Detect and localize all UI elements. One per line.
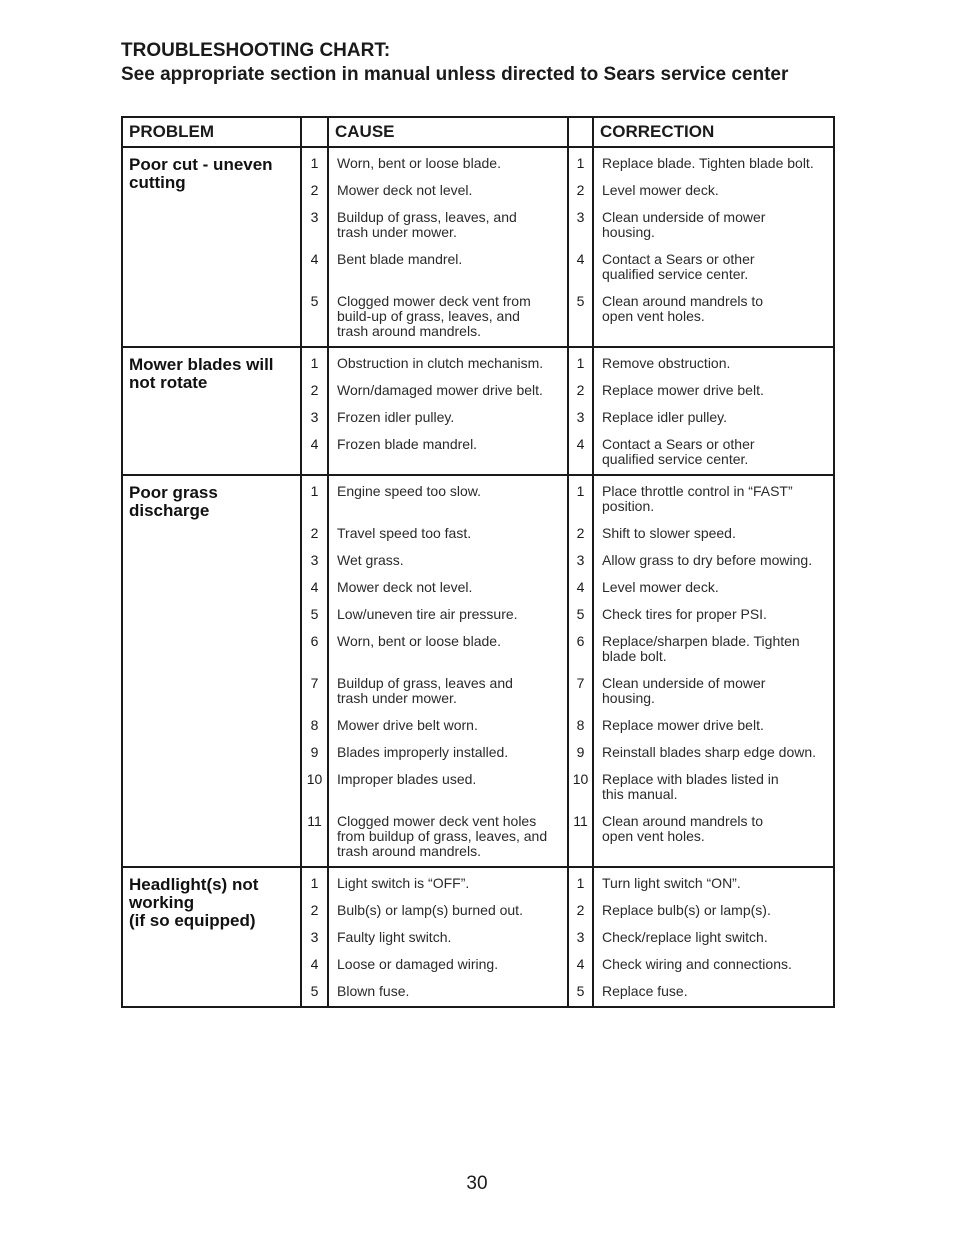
- correction-cell: [593, 897, 834, 924]
- cause-text: Improper blades used.: [337, 771, 477, 787]
- correction-cell: [593, 670, 834, 712]
- correction-number: 5: [568, 288, 593, 347]
- correction-cell: [593, 204, 834, 246]
- correction-number: 1: [568, 347, 593, 377]
- cause-number: 11: [301, 808, 328, 867]
- header-correction-number: [568, 117, 593, 147]
- correction-cell: [593, 177, 834, 204]
- correction-cell: [593, 628, 834, 670]
- cause-number: 2: [301, 897, 328, 924]
- problem-cell: Poor grass discharge: [122, 475, 301, 867]
- cause-cell: [328, 978, 568, 1007]
- correction-text: Allow grass to dry before mowing.: [602, 552, 813, 568]
- cause-text: Wet grass.: [337, 552, 404, 568]
- cause-cell: [328, 628, 568, 670]
- cause-number: 8: [301, 712, 328, 739]
- correction-text: Contact a Sears or other qualified service center.: [602, 436, 755, 467]
- correction-text: Level mower deck.: [602, 579, 719, 595]
- correction-number: 3: [568, 924, 593, 951]
- cause-number: 4: [301, 574, 328, 601]
- correction-number: 2: [568, 520, 593, 547]
- problem-cell: Headlight(s) not working (if so equipped): [122, 867, 301, 1007]
- correction-text: Replace mower drive belt.: [602, 382, 764, 398]
- cause-text: Travel speed too fast.: [337, 525, 472, 541]
- cause-number: 1: [301, 147, 328, 177]
- correction-number: 3: [568, 204, 593, 246]
- correction-text: Clean around mandrels to open vent holes.: [602, 813, 764, 844]
- correction-cell: [593, 766, 834, 808]
- cause-number: 7: [301, 670, 328, 712]
- header-cause: CAUSE: [328, 117, 568, 147]
- correction-text: Replace fuse.: [602, 983, 688, 999]
- cause-number: 2: [301, 177, 328, 204]
- header-problem: PROBLEM: [122, 117, 301, 147]
- correction-number: 11: [568, 808, 593, 867]
- correction-text: Check tires for proper PSI.: [602, 606, 767, 622]
- correction-text: Replace with blades listed in this manual.: [602, 771, 779, 802]
- cause-text: Blown fuse.: [337, 983, 410, 999]
- correction-cell: [593, 520, 834, 547]
- cause-text: Blades improperly installed.: [337, 744, 509, 760]
- cause-cell: [328, 670, 568, 712]
- cause-cell: [328, 766, 568, 808]
- correction-text: Reinstall blades sharp edge down.: [602, 744, 817, 760]
- correction-number: 6: [568, 628, 593, 670]
- correction-cell: [593, 377, 834, 404]
- cause-number: 5: [301, 601, 328, 628]
- header-correction: CORRECTION: [593, 117, 834, 147]
- cause-cell: [328, 204, 568, 246]
- cause-cell: [328, 377, 568, 404]
- correction-text: Check wiring and connections.: [602, 956, 792, 972]
- correction-cell: [593, 475, 834, 520]
- cause-text: Worn, bent or loose blade.: [337, 633, 501, 649]
- correction-number: 4: [568, 951, 593, 978]
- cause-text: Worn, bent or loose blade.: [337, 155, 501, 171]
- correction-number: 8: [568, 712, 593, 739]
- table-row: [122, 867, 834, 897]
- correction-cell: [593, 601, 834, 628]
- correction-cell: [593, 147, 834, 177]
- table-row: [122, 147, 834, 177]
- correction-number: 5: [568, 978, 593, 1007]
- cause-cell: [328, 177, 568, 204]
- correction-text: Turn light switch “ON”.: [602, 875, 741, 891]
- cause-text: Bent blade mandrel.: [337, 251, 463, 267]
- correction-text: Replace blade. Tighten blade bolt.: [602, 155, 814, 171]
- table-body: [122, 147, 834, 1007]
- correction-cell: [593, 574, 834, 601]
- correction-number: 7: [568, 670, 593, 712]
- cause-cell: [328, 288, 568, 347]
- cause-cell: [328, 951, 568, 978]
- troubleshooting-table: [121, 116, 835, 1008]
- correction-text: Replace bulb(s) or lamp(s).: [602, 902, 771, 918]
- correction-text: Clean around mandrels to open vent holes.: [602, 293, 764, 324]
- cause-number: 3: [301, 404, 328, 431]
- cause-cell: [328, 547, 568, 574]
- correction-number: 3: [568, 404, 593, 431]
- cause-text: Worn/damaged mower drive belt.: [337, 382, 543, 398]
- cause-number: 3: [301, 204, 328, 246]
- cause-text: Faulty light switch.: [337, 929, 452, 945]
- cause-text: Mower drive belt worn.: [337, 717, 478, 733]
- correction-number: 4: [568, 574, 593, 601]
- correction-cell: [593, 808, 834, 867]
- problem-cell: Poor cut - uneven cutting: [122, 147, 301, 347]
- cause-text: Buildup of grass, leaves and trash under mower.: [337, 675, 513, 706]
- correction-cell: [593, 246, 834, 288]
- cause-text: Obstruction in clutch mechanism.: [337, 355, 544, 371]
- cause-number: 5: [301, 978, 328, 1007]
- correction-text: Shift to slower speed.: [602, 525, 736, 541]
- cause-text: Loose or damaged wiring.: [337, 956, 499, 972]
- cause-cell: [328, 520, 568, 547]
- cause-text: Frozen idler pulley.: [337, 409, 455, 425]
- cause-text: Mower deck not level.: [337, 182, 473, 198]
- cause-text: Light switch is “OFF”.: [337, 875, 470, 891]
- correction-number: 2: [568, 177, 593, 204]
- cause-number: 6: [301, 628, 328, 670]
- cause-cell: [328, 475, 568, 520]
- cause-number: 10: [301, 766, 328, 808]
- problem-cell: Mower blades will not rotate: [122, 347, 301, 475]
- correction-number: 3: [568, 547, 593, 574]
- table-row: [122, 347, 834, 377]
- correction-text: Replace/sharpen blade. Tighten blade bolt.: [602, 633, 800, 664]
- cause-text: Clogged mower deck vent holes from buildup of grass, leaves, and trash around mandrels.: [337, 813, 548, 859]
- page-number: 30: [466, 1173, 488, 1194]
- cause-text: Mower deck not level.: [337, 579, 473, 595]
- cause-cell: [328, 867, 568, 897]
- correction-cell: [593, 547, 834, 574]
- correction-text: Level mower deck.: [602, 182, 719, 198]
- cause-number: 1: [301, 475, 328, 520]
- correction-cell: [593, 739, 834, 766]
- cause-cell: [328, 431, 568, 475]
- cause-cell: [328, 924, 568, 951]
- cause-number: 3: [301, 924, 328, 951]
- cause-number: 4: [301, 246, 328, 288]
- correction-text: Check/replace light switch.: [602, 929, 768, 945]
- correction-text: Clean underside of mower housing.: [602, 675, 766, 706]
- cause-text: Engine speed too slow.: [337, 483, 481, 499]
- cause-text: Buildup of grass, leaves, and trash under mower.: [337, 209, 517, 240]
- chart-title: TROUBLESHOOTING CHART:: [121, 40, 391, 61]
- cause-number: 4: [301, 951, 328, 978]
- correction-number: 1: [568, 475, 593, 520]
- cause-number: 4: [301, 431, 328, 475]
- correction-cell: [593, 712, 834, 739]
- correction-cell: [593, 404, 834, 431]
- cause-text: Bulb(s) or lamp(s) burned out.: [337, 902, 523, 918]
- correction-cell: [593, 951, 834, 978]
- table-row: [122, 475, 834, 520]
- correction-number: 4: [568, 246, 593, 288]
- correction-text: Remove obstruction.: [602, 355, 731, 371]
- correction-cell: [593, 924, 834, 951]
- cause-cell: [328, 601, 568, 628]
- cause-cell: [328, 574, 568, 601]
- correction-number: 2: [568, 377, 593, 404]
- cause-text: Clogged mower deck vent from build-up of grass, leaves, and trash around mandrels.: [337, 293, 531, 339]
- correction-text: Contact a Sears or other qualified service center.: [602, 251, 755, 282]
- correction-text: Replace mower drive belt.: [602, 717, 764, 733]
- correction-cell: [593, 431, 834, 475]
- cause-cell: [328, 808, 568, 867]
- correction-text: Replace idler pulley.: [602, 409, 728, 425]
- cause-cell: [328, 246, 568, 288]
- correction-number: 10: [568, 766, 593, 808]
- cause-number: 1: [301, 867, 328, 897]
- table-header-row: [122, 117, 834, 147]
- correction-number: 4: [568, 431, 593, 475]
- cause-number: 5: [301, 288, 328, 347]
- correction-cell: [593, 978, 834, 1007]
- correction-number: 1: [568, 147, 593, 177]
- cause-text: Frozen blade mandrel.: [337, 436, 478, 452]
- cause-cell: [328, 897, 568, 924]
- cause-number: 9: [301, 739, 328, 766]
- correction-text: Place throttle control in “FAST” position.: [602, 483, 793, 514]
- cause-number: 3: [301, 547, 328, 574]
- correction-number: 9: [568, 739, 593, 766]
- correction-text: Clean underside of mower housing.: [602, 209, 766, 240]
- cause-number: 1: [301, 347, 328, 377]
- cause-cell: [328, 712, 568, 739]
- correction-number: 5: [568, 601, 593, 628]
- cause-cell: [328, 147, 568, 177]
- cause-text: Low/uneven tire air pressure.: [337, 606, 518, 622]
- correction-cell: [593, 347, 834, 377]
- correction-cell: [593, 867, 834, 897]
- cause-cell: [328, 739, 568, 766]
- correction-number: 1: [568, 867, 593, 897]
- header-cause-number: [301, 117, 328, 147]
- cause-cell: [328, 347, 568, 377]
- chart-subtitle: See appropriate section in manual unless directed to Sears service center: [121, 64, 789, 85]
- correction-cell: [593, 288, 834, 347]
- cause-cell: [328, 404, 568, 431]
- cause-number: 2: [301, 377, 328, 404]
- cause-number: 2: [301, 520, 328, 547]
- correction-number: 2: [568, 897, 593, 924]
